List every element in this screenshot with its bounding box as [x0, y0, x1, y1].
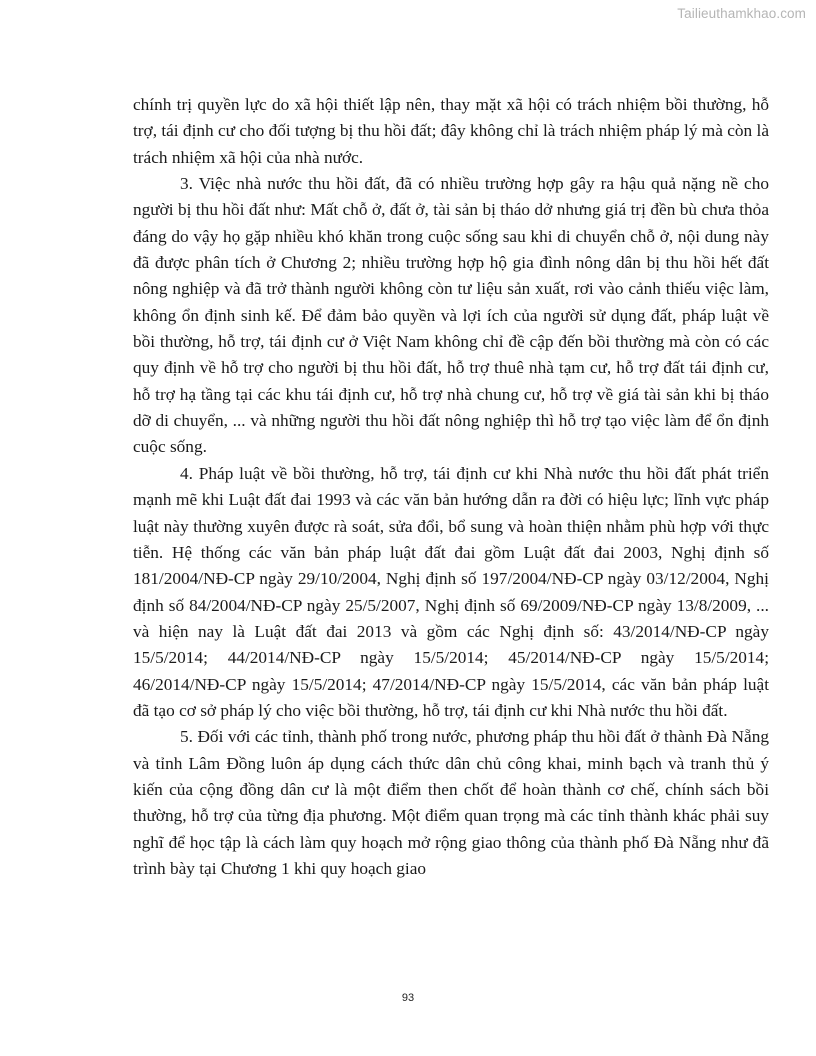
watermark: Tailieuthamkhao.com	[677, 6, 806, 21]
paragraph-item-5: 5. Đối với các tỉnh, thành phố trong nước, phương pháp thu hồi đất ở thành Đà Nẵng và tỉnh Lâm Đồng luôn áp dụng cách thức dân chủ công khai, minh bạch và tranh thủ ý kiến của cộng đồng dân cư là một điểm then chốt để hoàn thành cơ chế, chính sách bồi thường, hỗ trợ của từng địa phương. Một điểm quan trọng mà các tỉnh thành khác phải suy nghĩ để học tập là cách làm quy hoạch mở rộng giao thông của thành phố Đà Nẵng như đã trình bày tại Chương 1 khi quy hoạch giao	[133, 727, 769, 878]
page-number: 93	[401, 992, 415, 1004]
paragraph-item-4: 4. Pháp luật về bồi thường, hỗ trợ, tái định cư khi Nhà nước thu hồi đất phát triển mạnh mẽ khi Luật đất đai 1993 và các văn bản hướng dẫn ra đời có hiệu lực; lĩnh vực pháp luật này thường xuyên được rà soát, sửa đổi, bổ sung và hoàn thiện nhằm phù hợp với thực tiễn. Hệ thống các văn bản pháp luật đất đai gồm Luật đất đai 2003, Nghị định số 181/2004/NĐ-CP ngày 29/10/2004, Nghị định số 197/2004/NĐ-CP ngày 03/12/2004, Nghị định số 84/2004/NĐ-CP ngày 25/5/2007, Nghị định số 69/2009/NĐ-CP ngày 13/8/2009, ... và hiện nay là Luật đất đai 2013 và gồm các Nghị định số: 43/2014/NĐ-CP ngày 15/5/2014; 44/2014/NĐ-CP ngày 15/5/2014; 45/2014/NĐ-CP ngày 15/5/2014; 46/2014/NĐ-CP ngày 15/5/2014; 47/2014/NĐ-CP ngày 15/5/2014, các văn bản pháp luật đã tạo cơ sở pháp lý cho việc bồi thường, hỗ trợ, tái định cư khi Nhà nước thu hồi đất.	[133, 463, 769, 720]
document-body	[133, 92, 769, 882]
paragraph-item-3: 3. Việc nhà nước thu hồi đất, đã có nhiều trường hợp gây ra hậu quả nặng nề cho người bị thu hồi đất như: Mất chỗ ở, đất ở, tài sản bị tháo dở nhưng giá trị đền bù chưa thỏa đáng do vậy họ gặp nhiều khó khăn trong cuộc sống sau khi di chuyển chỗ ở, nội dung này đã được phân tích ở Chương 2; nhiều trường hợp hộ gia đình nông dân bị thu hồi hết đất nông nghiệp và đã trở thành người không còn tư liệu sản xuất, rơi vào cảnh thiếu việc làm, không ổn định sinh kế. Để đảm bảo quyền và lợi ích của người sử dụng đất, pháp luật về bồi thường, hỗ trợ, tái định cư ở Việt Nam không chỉ đề cập đến bồi thường mà còn có các quy định về hỗ trợ cho người bị thu hồi đất, hỗ trợ thuê nhà tạm cư, hỗ trợ đất tái định cư, hỗ trợ hạ tầng tại các khu tái định cư, hỗ trợ nhà chung cư, hỗ trợ về giá tài sản khi bị tháo dỡ di chuyển, ... và những người thu hồi đất nông nghiệp thì hỗ trợ tạo việc làm để ổn định cuộc sống.	[133, 174, 769, 457]
paragraph-continuation: chính trị quyền lực do xã hội thiết lập nên, thay mặt xã hội có trách nhiệm bồi thường, hỗ trợ, tái định cư cho đối tượng bị thu hồi đất; đây không chỉ là trách nhiệm pháp lý mà còn là trách nhiệm xã hội của nhà nước.	[133, 95, 769, 167]
